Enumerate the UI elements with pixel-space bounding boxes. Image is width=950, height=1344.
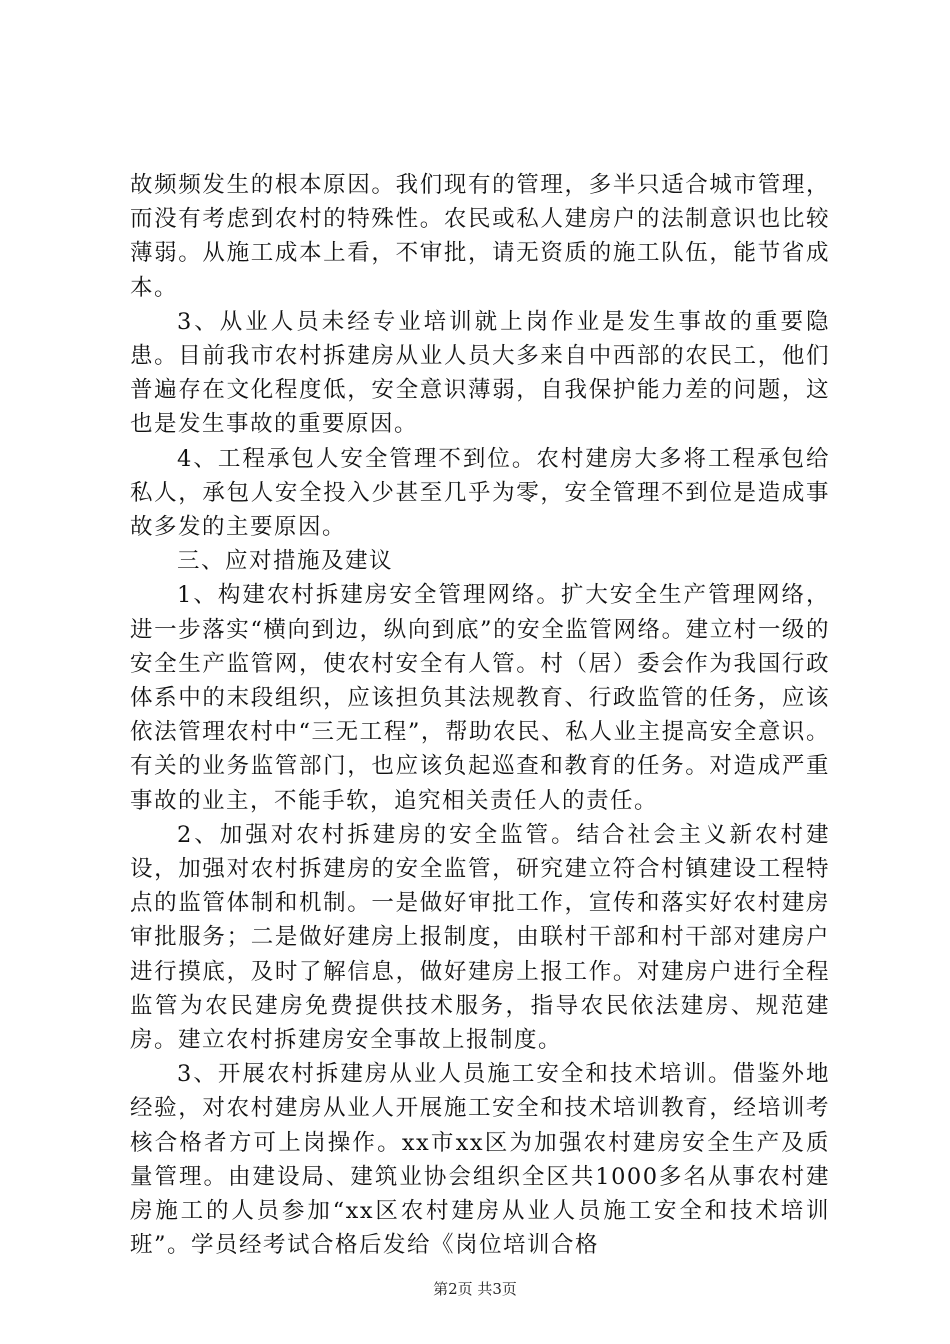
paragraph-safety-supervision: 2、加强对农村拆建房的安全监管。结合社会主义新农村建设，加强对农村拆建房的安全监管，研究建立符合村镇建设工程特点的监管体制和机制。一是做好审批工作，宣传和落实好农村建房审批服务；二是做好建房上报制度，由联村干部和村干部对建房户进行摸底，及时了解信息，做好建房上报工作。对建房户进行全程监管为农民建房免费提供技术服务，指导农民依法建房、规范建房。建立农村拆建房安全事故上报制度。 (130, 821, 830, 1054)
paragraph-cause-summary: 故频频发生的根本原因。我们现有的管理，多半只适合城市管理，而没有考虑到农村的特殊性。农民或私人建房户的法制意识也比较薄弱。从施工成本上看，不审批，请无资质的施工队伍，能节省成本。 (130, 172, 830, 301)
section-heading-measures: 三、应对措施及建议 (177, 548, 394, 575)
paragraph-management-network: 1、构建农村拆建房安全管理网络。扩大安全生产管理网络，进一步落实“横向到边，纵向到底”的安全监管网络。建立村一级的安全生产监管网，使农村安全有人管。村（居）委会作为我国行政体系中的末段组织，应该担负其法规教育、行政监管的任务，应该依法管理农村中“三无工程”，帮助农民、私人业主提高安全意识。有关的业务监管部门，也应该负起巡查和教育的任务。对造成严重事故的业主，不能手软，追究相关责任人的责任。 (130, 582, 830, 814)
paragraph-untrained-workers: 3、从业人员未经专业培训就上岗作业是发生事故的重要隐患。目前我市农村拆建房从业人员大多来自中西部的农民工，他们普遍存在文化程度低，安全意识薄弱，自我保护能力差的问题，这也是发生事故的重要原因。 (130, 308, 830, 438)
paragraph-contractor-management: 4、工程承包人安全管理不到位。农村建房大多将工程承包给私人，承包人安全投入少甚至几乎为零，安全管理不到位是造成事故多发的主要原因。 (130, 445, 830, 541)
page-footer: 第2页 共3页 (433, 1280, 517, 1298)
document-body (130, 168, 830, 1263)
paragraph-worker-training: 3、开展农村拆建房从业人员施工安全和技术培训。借鉴外地经验，对农村建房从业人开展施工安全和技术培训教育，经培训考核合格者方可上岗操作。xx市xx区为加强农村建房安全生产及质量管理。由建设局、建筑业协会组织全区共1000多名从事农村建房施工的人员参加“xx区农村建房从业人员施工安全和技术培训班”。学员经考试合格后发给《岗位培训合格 (130, 1061, 830, 1259)
